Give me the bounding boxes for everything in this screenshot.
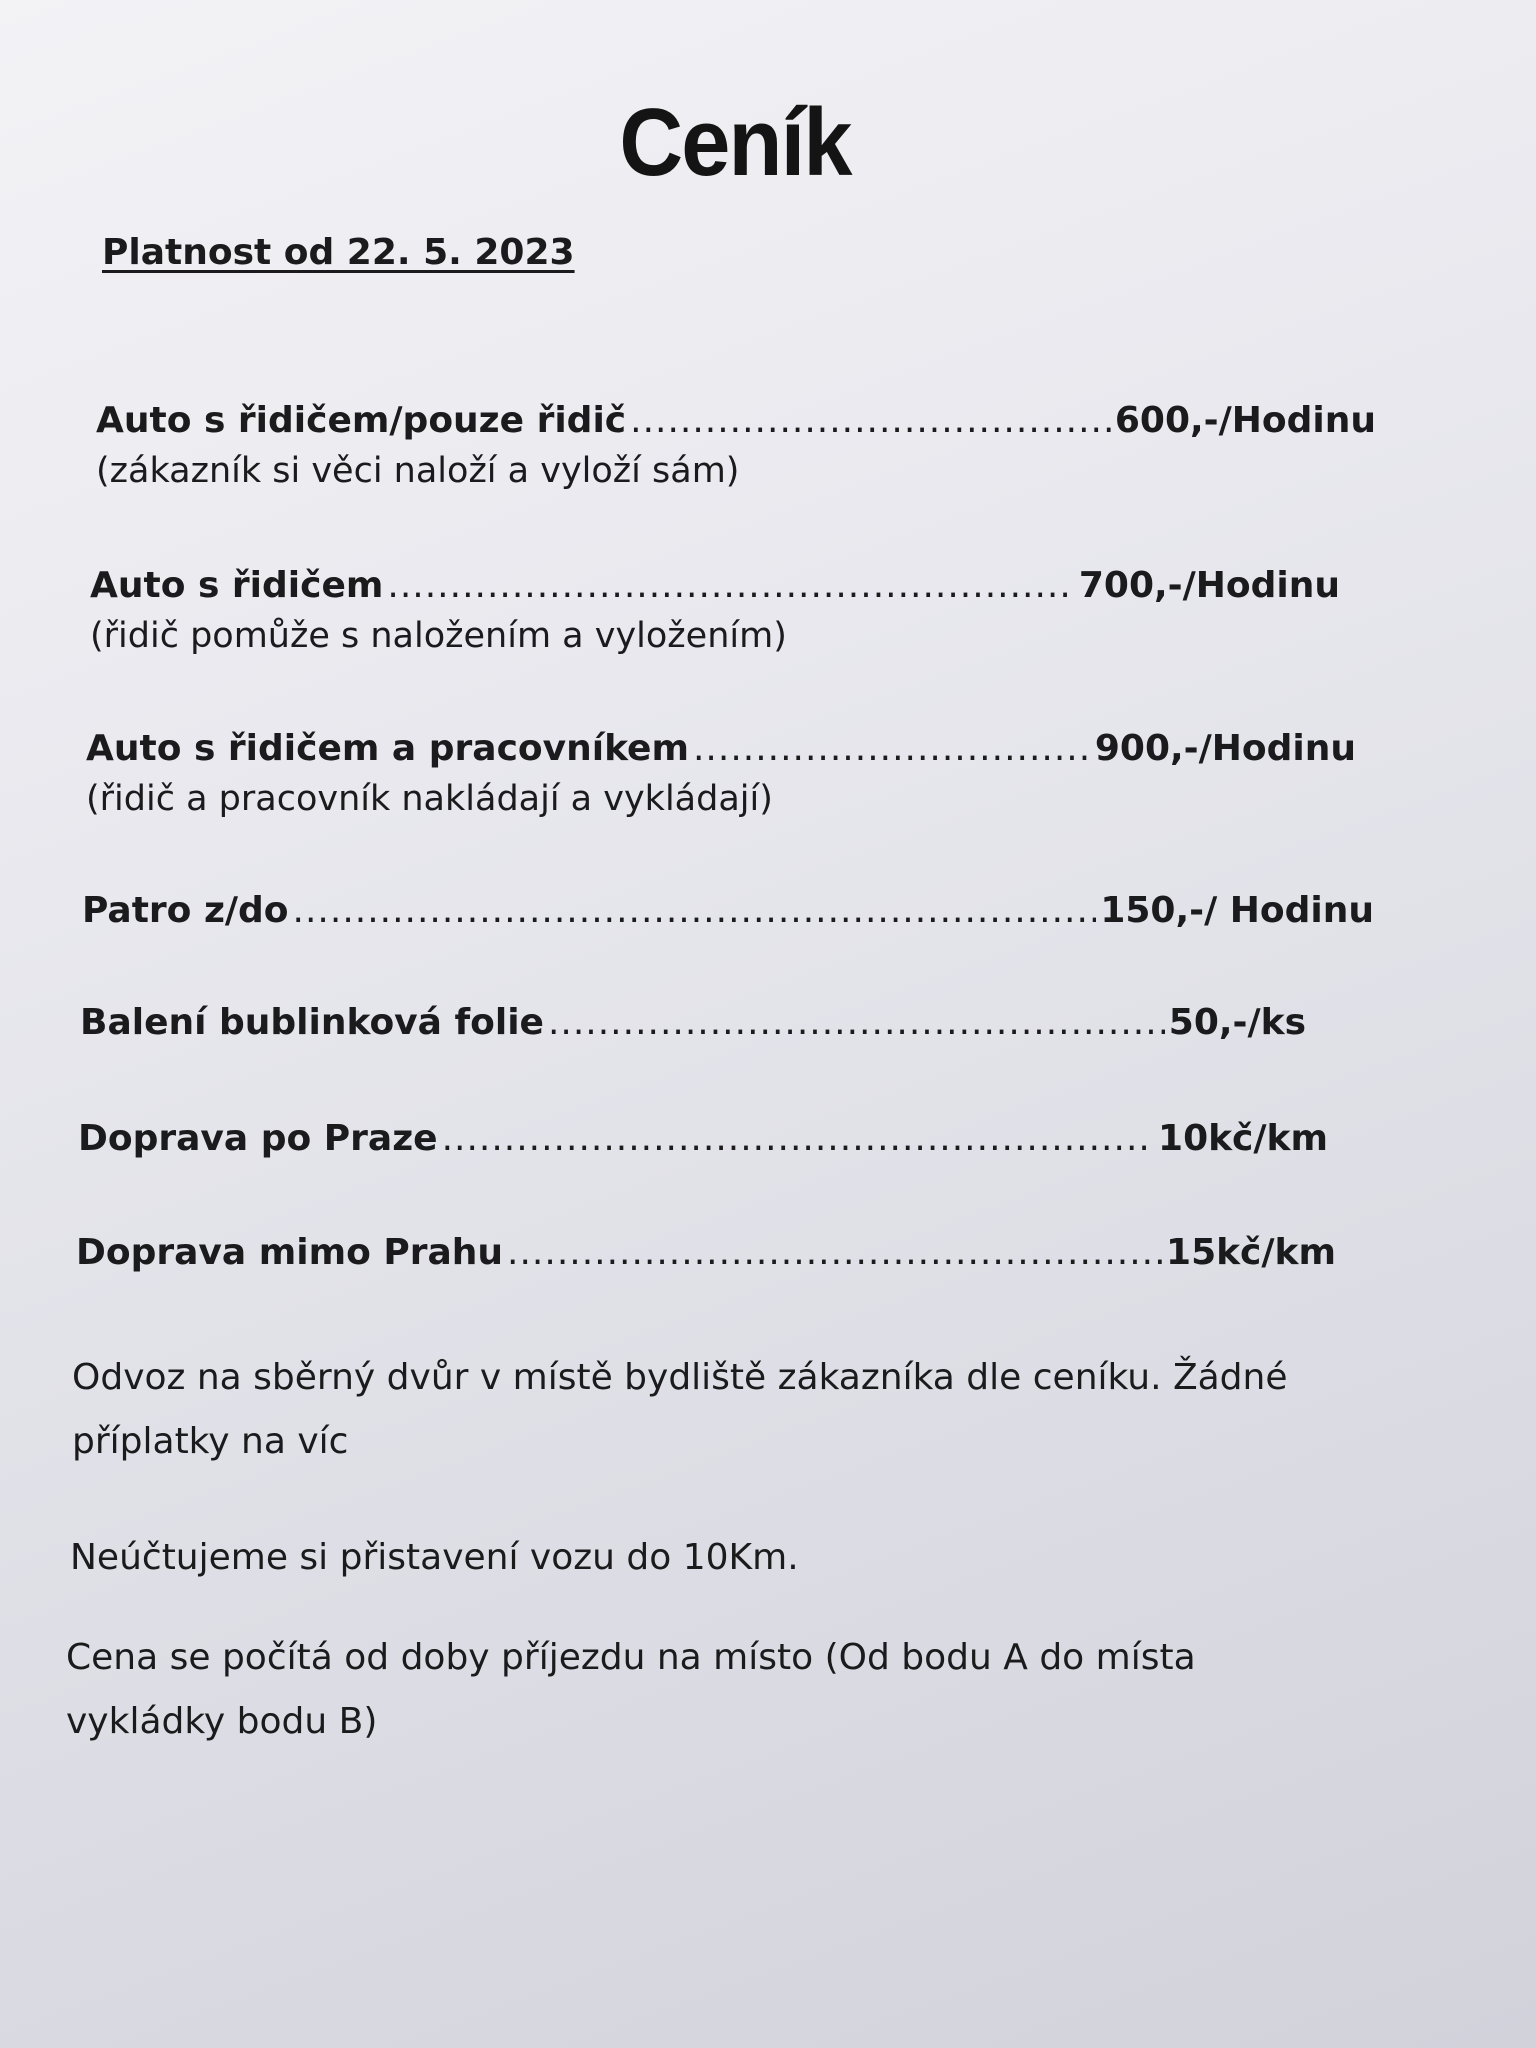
validity-date: Platnost od 22. 5. 2023 [102,232,575,273]
price-item-transport-prague [78,1118,1328,1159]
dot-leader [442,1118,1154,1159]
price-item-transport-outside [76,1232,1336,1273]
price-value: 150,-/ Hodinu [1100,890,1374,931]
price-item-driver-only [96,400,1376,491]
price-label: Doprava po Praze [78,1118,438,1159]
price-label: Patro z/do [82,890,289,931]
price-value: 600,-/Hodinu [1114,400,1376,441]
price-note: (řidič pomůže s naložením a vyložením) [90,616,787,656]
price-item-bubble-wrap [80,1002,1306,1043]
price-value: 900,-/Hodinu [1094,728,1356,769]
price-label: Auto s řidičem/pouze řidič [96,400,627,441]
dot-leader [507,1232,1162,1273]
price-value: 50,-/ks [1168,1002,1306,1043]
price-item-driver-help [90,565,1340,656]
price-label: Auto s řidičem a pracovníkem [86,728,689,769]
note-vehicle-dispatch: Neúčtujeme si přistavení vozu do 10Km. [70,1537,799,1578]
price-note: (zákazník si věci naloží a vyloží sám) [96,451,740,491]
price-item-floor [82,890,1374,931]
dot-leader [693,728,1091,769]
price-value: 700,-/Hodinu [1078,565,1340,606]
price-label: Balení bublinková folie [80,1002,544,1043]
dot-leader [630,400,1111,441]
price-item-driver-worker [86,728,1356,819]
price-label: Auto s řidičem [90,565,384,606]
dot-leader [293,890,1097,931]
price-label: Doprava mimo Prahu [76,1232,504,1273]
note-price-calculation: Cena se počítá od doby příjezdu na místo (Od bodu A do místa vykládky bodu B) [66,1637,1196,1742]
page-title: Ceník [619,89,851,196]
dot-leader [548,1002,1165,1043]
price-value: 15kč/km [1166,1232,1336,1273]
price-value: 10kč/km [1158,1118,1328,1159]
dot-leader [387,565,1074,606]
price-note: (řidič a pracovník nakládají a vykládají) [86,779,773,819]
note-waste-disposal: Odvoz na sběrný dvůr v místě bydliště zákazníka dle ceníku. Žádné příplatky na víc [72,1357,1288,1462]
